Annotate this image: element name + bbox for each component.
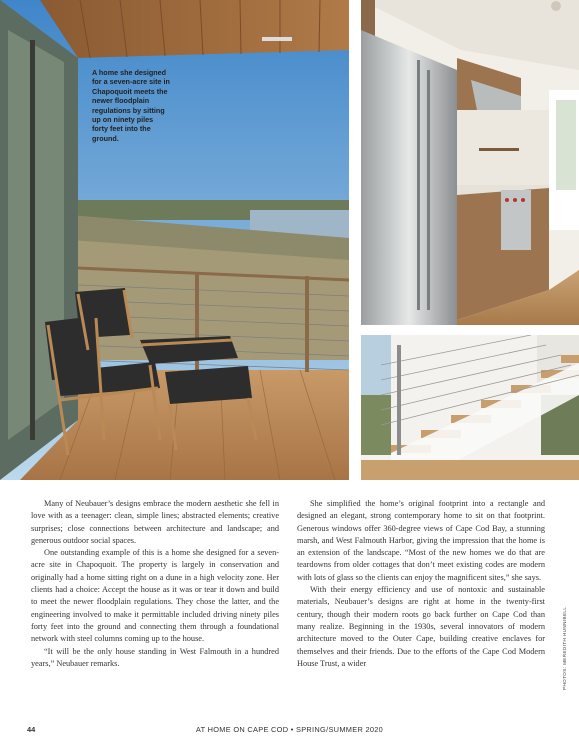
paragraph: Many of Neubauer’s designs embrace the modern aesthetic she fell in love with as a teenager: clean, simple lines; abstracted elements; creative surprises; close connections between architecture and landscape; and generous outdoor social spaces. <box>31 499 279 545</box>
paragraph: With their energy efficiency and use of nontoxic and sustainable materials, Neubauer’s designs are right at home in the twenty-first century, though their modern roots go back further on Cape Cod than many realize. Beginning in the 1930s, several innovators of modern architecture moved to the Outer Cape, building creative enclaves for themselves and their friends. Due to the efforts of the Cape Cod Modern House Trust, a wider <box>297 585 545 668</box>
article-column-right <box>297 498 545 670</box>
page-number: 44 <box>27 725 36 734</box>
paragraph: One outstanding example of this is a home she designed for a seven-acre site in Chapoquoit. The property is largely in conservation and originally had a home sitting right on a dune in a high velocity zone. Her clients had a choice: Accept the house as it was or tear it down and build to meet the newer floodplain regulations. They chose the latter, and the engineering involved to make it permittable included driving ninety piles forty feet into the ground and connecting them through a foundational network with steel columns coming up to the house. <box>31 548 279 644</box>
paragraph: “It will be the only house standing in West Falmouth in a hundred years,” Neubauer remarks. <box>31 646 279 668</box>
kitchen-photo <box>361 0 579 325</box>
running-title: AT HOME ON CAPE COD • SPRING/SUMMER 2020 <box>195 725 384 734</box>
stairs-photo <box>361 335 579 480</box>
photo-caption: A home she designed for a seven-acre site in Chapoquoit meets the newer floodplain regulations by sitting up on ninety piles forty feet into the ground. <box>92 68 170 143</box>
deck-photo <box>0 0 349 480</box>
photo-credit: PHOTOS: MEREDITH HUNNIBELL <box>562 606 567 690</box>
page-footer <box>0 725 579 739</box>
article-column-left <box>31 498 279 670</box>
paragraph: She simplified the home’s original footprint into a rectangle and designed an elegant, strong contemporary home to sit on that footprint. Generous windows offer 360-degree views of Cape Cod Bay, a stunning marsh, and West Falmouth Harbor, giving the impression that the home is an extension of the landscape. “Most of the new homes we do that are teardowns from older cottages that don’t meet existing codes are modern with lots of glass so the clients can enjoy the magnificent sites,” she says. <box>297 499 545 582</box>
